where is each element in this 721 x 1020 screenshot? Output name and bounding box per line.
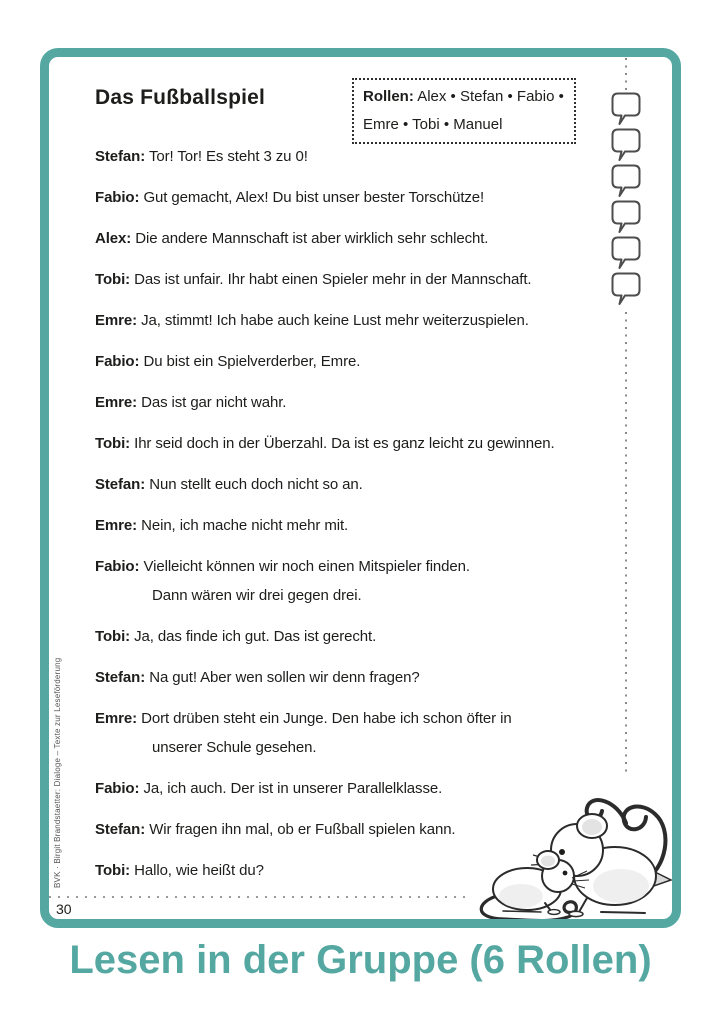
- speaker-name: Tobi:: [95, 435, 131, 452]
- speaker-name: Fabio:: [95, 353, 140, 370]
- speaker-name: Alex:: [95, 230, 132, 247]
- speech-text: Das ist unfair. Ihr habt einen Spieler mehr in der Mannschaft.: [134, 271, 532, 288]
- dialogue-line: [95, 663, 663, 692]
- speech-text: Ihr seid doch in der Überzahl. Da ist es ganz leicht zu gewinnen.: [134, 435, 555, 452]
- speaker-name: Emre:: [95, 312, 138, 329]
- speaker-name: Emre:: [95, 710, 138, 727]
- speech-text-continued: unserer Schule gesehen.: [152, 739, 317, 756]
- speech-bubble-icon: [611, 92, 641, 126]
- dialogue-line: [95, 511, 663, 540]
- speaker-name: Fabio:: [95, 780, 140, 797]
- speech-text: Tor! Tor! Es steht 3 zu 0!: [148, 148, 308, 165]
- dialogue-line: [95, 142, 663, 171]
- speech-text: Gut gemacht, Alex! Du bist unser bester Torschütze!: [143, 189, 485, 206]
- speech-text: Nun stellt euch doch nicht so an.: [149, 476, 363, 493]
- page-number: 30: [56, 901, 72, 917]
- publisher-imprint: BVK · Birgit Brandstaetter: Dialoge – Texte zur Leseförderung: [53, 657, 62, 888]
- roles-names: Alex • Stefan • Fabio • Emre • Tobi • Manuel: [363, 88, 564, 133]
- speech-text: Ja, ich auch. Der ist in unserer Parallelklasse.: [143, 780, 443, 797]
- dialogue-line: [95, 347, 663, 376]
- speech-text: Ja, stimmt! Ich habe auch keine Lust mehr weiterzuspielen.: [141, 312, 529, 329]
- roles-box: [352, 78, 576, 144]
- speaker-name: Stefan:: [95, 821, 146, 838]
- speaker-name: Stefan:: [95, 476, 146, 493]
- speech-text: Du bist ein Spielverderber, Emre.: [143, 353, 361, 370]
- mice-illustration: [475, 770, 685, 926]
- speaker-name: Fabio:: [95, 558, 140, 575]
- dialogue-line: [95, 470, 663, 499]
- speaker-name: Tobi:: [95, 628, 131, 645]
- speaker-name: Fabio:: [95, 189, 140, 206]
- roles-label: Rollen:: [363, 88, 414, 105]
- dialogue-line: [95, 265, 663, 294]
- dialogue-line: [95, 552, 663, 610]
- dialogue-line: [95, 704, 663, 762]
- speech-text: Dort drüben steht ein Junge. Den habe ich schon öfter in: [141, 710, 512, 727]
- speech-text: Wir fragen ihn mal, ob er Fußball spielen kann.: [149, 821, 456, 838]
- speaker-name: Tobi:: [95, 271, 131, 288]
- speech-text-continued: Dann wären wir drei gegen drei.: [152, 587, 362, 604]
- dialogue-line: [95, 388, 663, 417]
- speech-text: Nein, ich mache nicht mehr mit.: [141, 517, 349, 534]
- speaker-name: Stefan:: [95, 669, 146, 686]
- footer-heading: Lesen in der Gruppe (6 Rollen): [69, 938, 652, 982]
- page-title: Das Fußballspiel: [95, 86, 266, 109]
- speech-text: Das ist gar nicht wahr.: [141, 394, 287, 411]
- speaker-name: Emre:: [95, 394, 138, 411]
- dialogue-line: [95, 183, 663, 212]
- dialogue-line: [95, 306, 663, 335]
- speech-text: Hallo, wie heißt du?: [134, 862, 264, 879]
- speech-text: Vielleicht können wir noch einen Mitspieler finden.: [143, 558, 470, 575]
- speaker-name: Stefan:: [95, 148, 146, 165]
- dialogue-line: [95, 622, 663, 651]
- speaker-name: Tobi:: [95, 862, 131, 879]
- dotted-line-top: [625, 58, 627, 90]
- speech-text: Die andere Mannschaft ist aber wirklich sehr schlecht.: [135, 230, 489, 247]
- speech-text: Na gut! Aber wen sollen wir denn fragen?: [149, 669, 420, 686]
- dialogue-line: [95, 224, 663, 253]
- speaker-name: Emre:: [95, 517, 138, 534]
- dialogue-line: [95, 429, 663, 458]
- speech-text: Ja, das finde ich gut. Das ist gerecht.: [134, 628, 377, 645]
